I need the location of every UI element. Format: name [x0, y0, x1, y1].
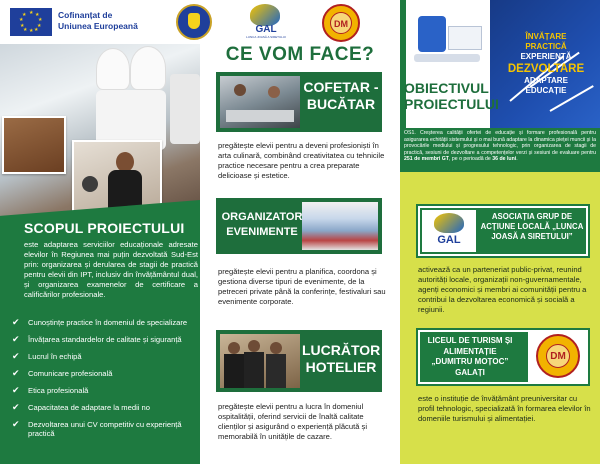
person-suit	[244, 352, 264, 388]
eu-line-2: Uniunea Europeană	[58, 21, 138, 31]
liceu-seal	[536, 334, 580, 378]
person-head	[82, 176, 98, 192]
gal-logo-sub: LUNCA JOASĂ A SIRETULUI	[246, 35, 286, 39]
keyword: EXPERIENȚĂ	[520, 52, 572, 61]
card-title: COFETAR - BUCĂTAR	[303, 79, 379, 112]
objective-text-bold: 251 de membri GT	[404, 156, 449, 162]
scop-list	[8, 318, 200, 446]
person-head	[234, 84, 246, 96]
gal-logo	[244, 2, 288, 42]
person-head	[268, 86, 280, 98]
partner-gal-card	[418, 206, 588, 256]
keyword: PRACTICĂ	[525, 42, 567, 51]
education-keywords	[496, 32, 596, 96]
liceu-logo-box	[528, 332, 586, 382]
hotel-staff-photo	[220, 334, 300, 388]
gal-logo-text: GAL	[255, 24, 277, 35]
gal-logo-box	[422, 210, 476, 252]
eu-line-1: Cofinanțat de	[58, 10, 113, 20]
list-item	[8, 386, 200, 395]
keyword: EDUCAȚIE	[525, 86, 567, 95]
pastry-photo	[2, 116, 66, 174]
gal-logo-text: GAL	[437, 234, 461, 246]
objective-text-part: .	[516, 156, 518, 162]
partner-liceu-text: este o instituție de învățământ preuniversitar cu profil tehnologic, specializată în formarea elevilor în domeniile turismului și alimentației.	[418, 394, 591, 423]
list-item	[8, 352, 200, 361]
person-head	[270, 342, 282, 354]
list-item-text: Lucrul în echipă	[28, 352, 82, 361]
check-icon: ✔	[12, 385, 20, 395]
event-hall-photo	[302, 202, 378, 250]
counter	[226, 110, 294, 122]
card-text-organizator: pregătește elevii pentru a planifica, coordona și gestiona diverse tipuri de evenimente, de la petreceri private până la conferințe, festivaluri sau evenimente corporate.	[218, 267, 386, 306]
objective-text-bold: 36 de luni	[492, 156, 517, 162]
card-text-cofetar: pregătește elevii pentru a deveni profesioniști în arta culinară, combinând creativitatea cu tehnicile practice necesare pentru a crea preparate delicioase și estetice.	[218, 141, 385, 180]
cooking-class-photo	[220, 76, 300, 128]
list-item-text: Capacitatea de adaptare la medii no	[28, 403, 151, 412]
person-suit	[266, 354, 286, 388]
desk-icon	[414, 54, 480, 62]
list-item	[8, 403, 200, 412]
check-icon: ✔	[12, 419, 20, 429]
list-item-text: Dezvoltarea unui CV competitiv cu experiență practică	[28, 420, 182, 438]
person-head	[228, 342, 240, 354]
objective-title	[404, 80, 499, 112]
objective-text-part: , pe o perioadă de	[448, 156, 493, 162]
check-icon: ✔	[12, 368, 20, 378]
gal-leaf-icon	[434, 213, 464, 233]
objective-text-part: OS1. Creșterea calității ofertei de educație și formare profesională pentru asigurarea echității sistemului și o mai bună adaptare la dinamica pieței muncii și la provocările mediului și progresului tehnologic, prin organizarea de stagii de practică, sesiuni de dezvoltare a competențelor verzi și sesiuni de evaluare pentru	[404, 130, 596, 156]
card-lucrator-hotelier	[216, 330, 382, 392]
education-illustration	[408, 6, 488, 76]
romania-government-logo	[176, 4, 212, 40]
card-organizator	[216, 198, 382, 254]
keyword: DEZVOLTARE	[507, 63, 585, 75]
list-item	[8, 369, 200, 378]
scop-body: este adaptarea serviciilor educaționale adresate elevilor în Regiunea mai puțin dezvoltată Sud-Est prin: organizarea și derularea de stagii de practică pentru elevii din IPT, inclusiv din învățământul dual, și organizarea examenelor de certificare a calificărilor profesionale.	[24, 240, 198, 299]
partner-gal-text: activează ca un parteneriat public-privat, reunind autorități locale, organizații non-guvernamentale, agenți economici și membri ai comunității pentru a contribui la dezvoltarea economică și socială a regiunii.	[418, 265, 587, 314]
keyword: ÎNVĂȚARE	[525, 32, 567, 41]
check-icon: ✔	[12, 317, 20, 327]
liceu-seal-monogram: DM	[546, 344, 570, 368]
check-icon: ✔	[12, 351, 20, 361]
kitchen-photo	[0, 44, 200, 220]
objective-title-line-2: PROIECTULUI	[404, 96, 499, 112]
partner-liceu-card	[418, 330, 588, 384]
list-item	[8, 420, 200, 438]
liceu-logo	[322, 4, 360, 42]
person-head	[248, 340, 260, 352]
objective-text	[404, 130, 596, 163]
ce-vom-face-title: CE VOM FACE?	[225, 44, 375, 65]
coat-of-arms-icon	[188, 13, 200, 29]
list-item-text: Etica profesională	[28, 386, 89, 395]
list-item	[8, 318, 200, 327]
chef-hat	[96, 48, 130, 90]
card-cofetar-bucatar	[216, 72, 382, 132]
list-item-text: Comunicare profesională	[28, 369, 113, 378]
liceu-logo-monogram: DM	[330, 12, 352, 34]
chef-hat	[130, 46, 166, 90]
panel-scop	[0, 0, 200, 464]
partner-title: LICEUL DE TURISM ȘI ALIMENTAȚIE „DUMITRU MOȚOC” GALAȚI	[427, 336, 513, 377]
list-item	[8, 335, 200, 344]
person-suit	[224, 354, 244, 388]
check-icon: ✔	[12, 402, 20, 412]
scop-title: SCOPUL PROIECTULUI	[24, 220, 185, 236]
person-head	[116, 152, 134, 172]
check-icon: ✔	[12, 334, 20, 344]
eu-cofinantat-text	[58, 10, 148, 32]
keyword: ADAPTARE	[524, 76, 568, 85]
card-text-hotelier: pregătește elevii pentru a lucra în domeniul ospitalității, oferind servicii de înaltă calitate clienților și asigurând o experiență plăcută și memorabilă în unitățile de cazare.	[218, 402, 368, 441]
partner-title: ASOCIAȚIA GRUP DE ACȚIUNE LOCALĂ „LUNCA JOASĂ A SIRETULUI”	[480, 212, 584, 241]
list-item-text: Cunoștințe practice în domeniul de specializare	[28, 318, 188, 327]
card-title: LUCRĂTOR HOTELIER	[302, 342, 381, 375]
card-title: ORGANIZATOR EVENIMENTE	[221, 211, 303, 238]
chef-uniform	[170, 74, 200, 144]
eu-flag-icon: ★ ★ ★ ★ ★ ★ ★ ★ ★ ★	[10, 8, 52, 36]
gal-leaf-icon	[250, 4, 280, 26]
person-figure-icon	[418, 16, 446, 52]
screen-icon	[448, 26, 482, 50]
list-item-text: Învățarea standardelor de calitate și siguranță	[28, 335, 182, 344]
objective-title-line-1: OBIECTIVUL	[404, 80, 489, 96]
